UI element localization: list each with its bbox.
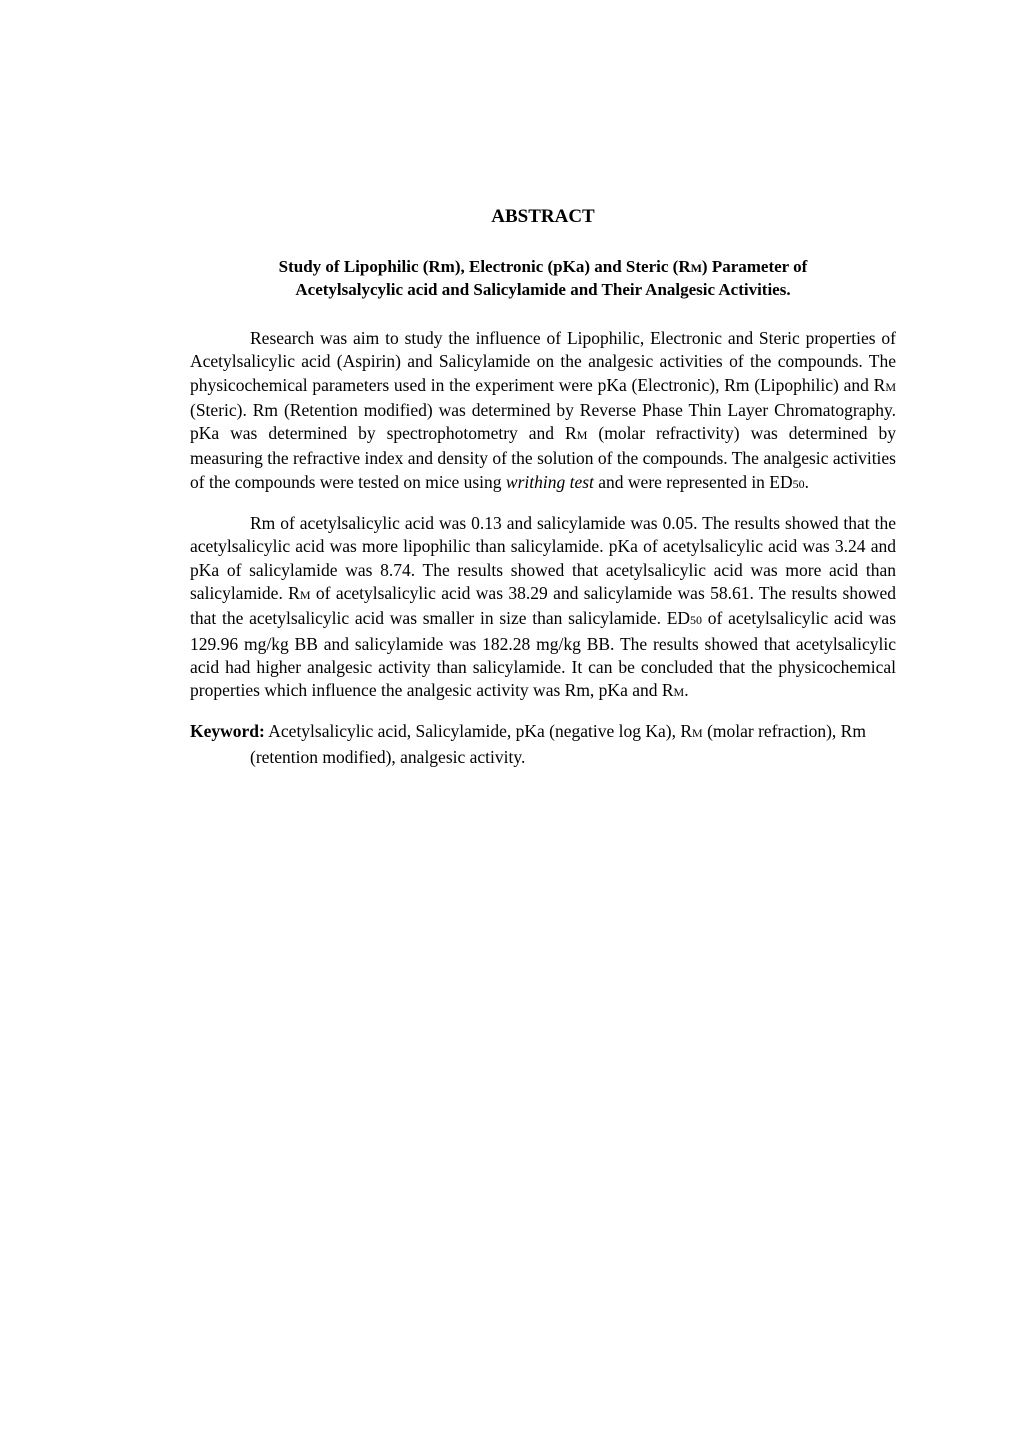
p2-text-1: Rm of acetylsalicylic acid was 0.13 and salicylamide was 0.05. The results showed that the acetylsalicylic acid was more lipophilic than salicylamide. pKa of acetylsalicylic acid was 3.24 and pKa of salicylamide was 8.74. The results showed that acetylsalicylic acid was more acid than salicylamide. R [190, 513, 896, 603]
paper-title [190, 256, 896, 301]
keywords [190, 720, 896, 769]
abstract-heading: ABSTRACT [491, 206, 595, 227]
abstract-paragraph-2 [190, 512, 896, 704]
abstract-page [190, 204, 896, 769]
p2-text-2: of acetylsalicylic acid was 38.29 and salicylamide was 58.61. The results showed that the acetylsalicylic acid was smaller in size than salicylamide. ED [190, 582, 896, 629]
title-line-1-end: ) Parameter of [701, 257, 808, 276]
p2-text-3: of acetylsalicylic acid was 129.96 mg/kg BB and salicylamide was 182.28 mg/kg BB. The results showed that acetylsalicylic acid had higher analgesic activity than salicylamide. It can be concluded that the physicochemical properties which influence the analgesic activity was Rm, pKa and R [190, 608, 896, 701]
p1-sub-1: M [885, 379, 896, 394]
p1-sub-3: 50 [792, 476, 805, 491]
title-line-1-text: Study of Lipophilic (Rm), Electronic (pKa) and Steric (R [278, 257, 691, 276]
title-subscript: M [690, 261, 702, 275]
p2-sub-1: M [299, 587, 311, 602]
p2-sub-3: M [673, 685, 685, 700]
p1-sub-2: M [576, 428, 588, 443]
p2-sub-2: 50 [690, 613, 703, 628]
p1-text-2: (Steric). Rm (Retention modified) was determined by Reverse Phase Thin Layer Chromatography. pKa was determined by spectrophotometry and R [190, 399, 896, 444]
paper-title-line-1 [190, 256, 896, 279]
keywords-text-2: (molar refraction), Rm (retention modified), analgesic activity. [250, 721, 866, 767]
paper-title-line-2: Acetylsalycylic acid and Salicylamide and Their Analgesic Activities. [295, 280, 791, 299]
keywords-text-1: Acetylsalicylic acid, Salicylamide, pKa (negative log Ka), R [264, 721, 693, 742]
p2-text-4: . [684, 680, 689, 701]
keywords-sub-1: M [692, 726, 703, 741]
abstract-paragraph-1 [190, 327, 896, 496]
p1-text-4: and were represented in ED [593, 471, 793, 492]
keywords-label: Keyword: [190, 721, 265, 742]
p1-text-5: . [804, 471, 810, 492]
p1-text-1: Research was aim to study the influence of Lipophilic, Electronic and Steric properties of Acetylsalicylic acid (Aspirin) and Salicylamide on the analgesic activities of the compounds. The physicochemical parameters used in the experiment were pKa (Electronic), Rm (Lipophilic) and R [190, 328, 896, 395]
p1-text-3: (molar refractivity) was determined by measuring the refractive index and density of the solution of the compounds. The analgesic activities of the compounds were tested on mice using [190, 423, 897, 492]
p1-italic-term: writhing test [505, 471, 594, 492]
